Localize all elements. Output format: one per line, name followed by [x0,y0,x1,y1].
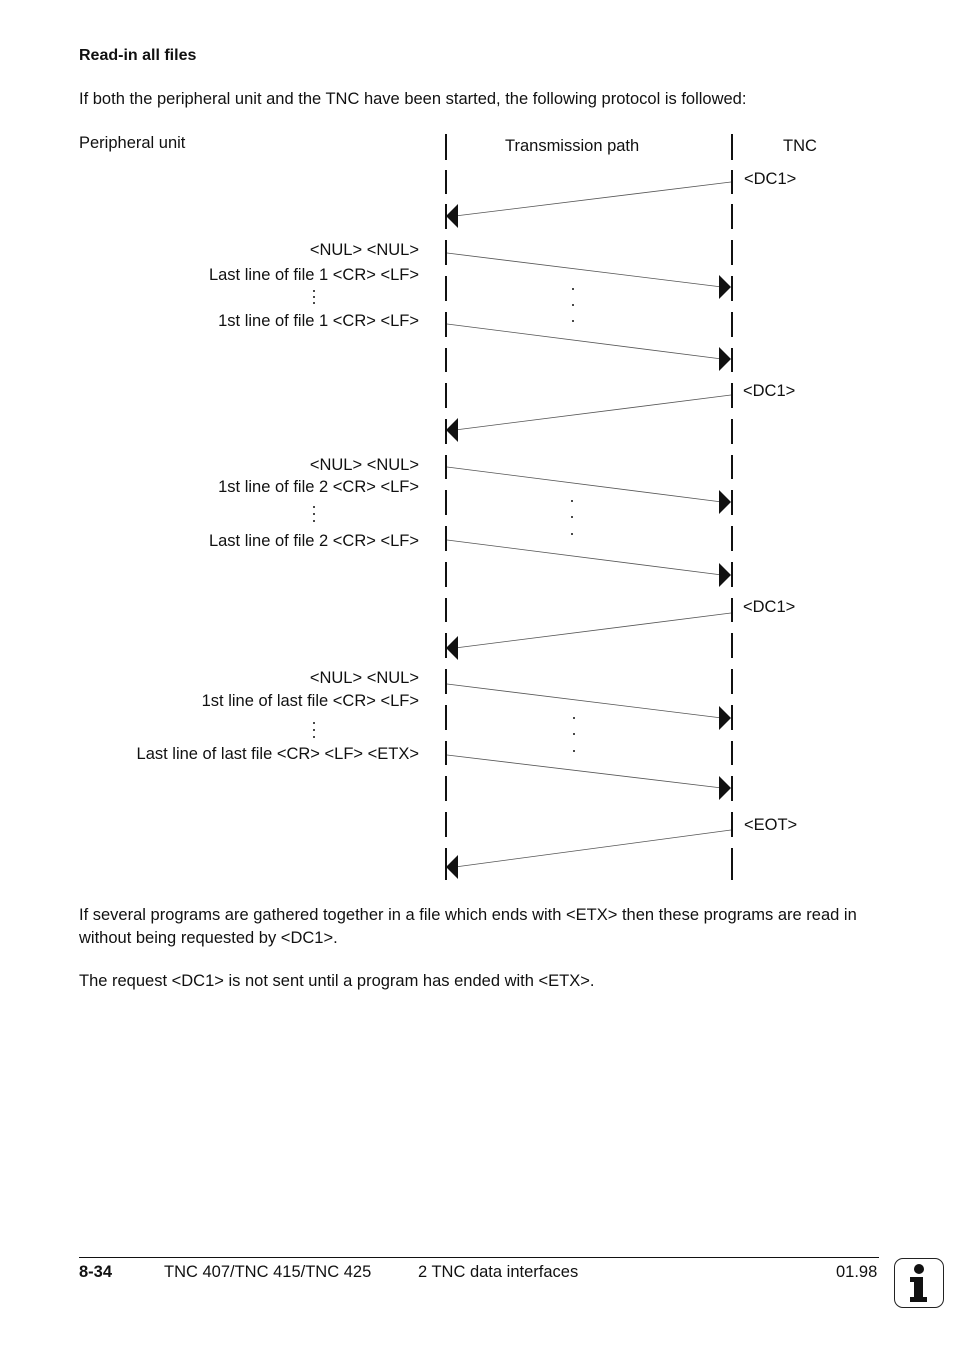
arrow-dc1-1 [446,182,731,228]
file1-nul-line: <NUL> <NUL> [309,241,419,259]
tnc-signal-dc1-2: <DC1> [743,382,796,400]
intro-paragraph: If both the peripheral unit and the TNC have been started, the following protocol is followed: [79,90,747,108]
footer-models: TNC 407/TNC 415/TNC 425 [164,1263,372,1281]
ellipsis-dots [313,288,575,752]
page-number: 8-34 [79,1263,113,1281]
file2-nul-line: <NUL> <NUL> [309,456,419,474]
note-paragraph-2: The request <DC1> is not sent until a program has ended with <ETX>. [79,972,595,990]
footer-date: 01.98 [836,1263,878,1281]
tnc-signal-eot: <EOT> [744,816,798,834]
peripheral-unit-header: Peripheral unit [79,134,186,152]
file2-last-line: Last line of file 2 <CR> <LF> [208,532,419,550]
lastfile-last-line: Last line of last file <CR> <LF> <ETX> [136,745,419,763]
arrow-dc1-2 [446,395,731,442]
lastfile-first-line: 1st line of last file <CR> <LF> [201,692,419,710]
arrow-file2-start [447,467,731,514]
tnc-signal-dc1-3: <DC1> [743,598,796,616]
footer-chapter: 2 TNC data interfaces [418,1263,579,1281]
lastfile-nul-line: <NUL> <NUL> [309,669,419,687]
arrow-dc1-3 [446,613,731,660]
arrow-file2-end [447,540,731,587]
arrow-lastfile-start [447,684,731,730]
note-paragraph-1: If several programs are gathered together in a file which ends with <ETX> then these programs are read in without being requested by <DC1>. [79,906,857,947]
arrow-eot [446,830,731,879]
footer-rule [79,1257,879,1258]
tnc-header: TNC [783,137,817,155]
file1-last-sent-line: 1st line of file 1 <CR> <LF> [218,312,419,330]
file2-first-line: 1st line of file 2 <CR> <LF> [218,478,419,496]
arrow-lastfile-end [447,755,731,800]
arrow-file1-end [447,324,731,371]
tnc-signal-dc1-1: <DC1> [744,170,797,188]
section-heading: Read-in all files [79,47,197,64]
info-icon [894,1258,944,1308]
arrow-file1-start [447,253,731,299]
file1-first-sent-line: Last line of file 1 <CR> <LF> [208,266,419,284]
transmission-path-header: Transmission path [505,137,640,155]
